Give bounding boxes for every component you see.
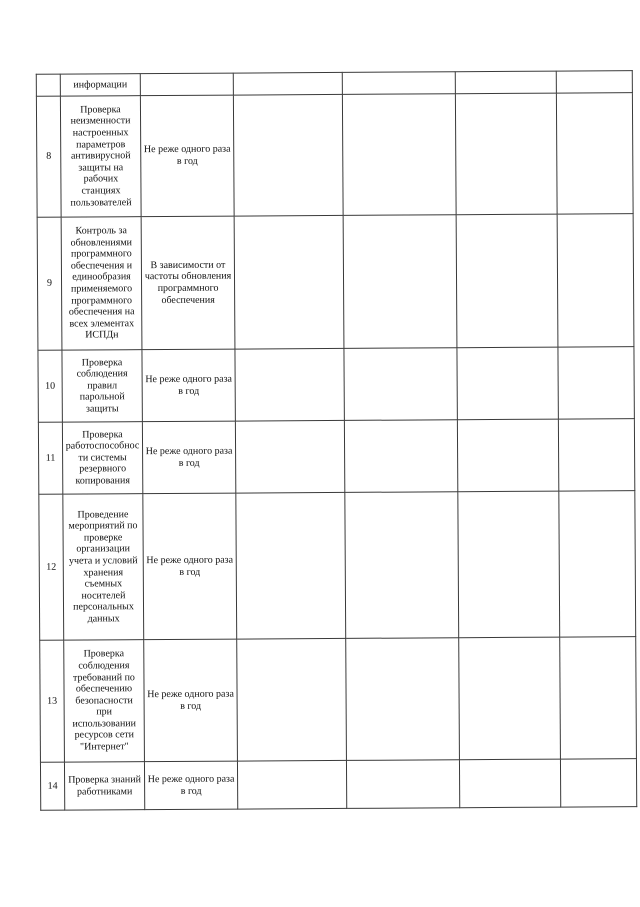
table-row xyxy=(36,93,633,218)
table-row xyxy=(37,214,634,351)
empty-cell xyxy=(235,420,344,493)
table-row xyxy=(39,491,636,641)
empty-cell xyxy=(234,215,344,349)
table-row xyxy=(38,347,634,423)
row-number: 12 xyxy=(39,494,64,640)
empty-cell xyxy=(233,72,342,95)
empty-cell xyxy=(342,72,455,95)
empty-cell xyxy=(558,347,634,419)
row-number: 10 xyxy=(38,350,62,422)
empty-cell xyxy=(458,491,560,638)
empty-cell xyxy=(459,759,560,808)
control-measures-table xyxy=(36,70,637,811)
row-number: 11 xyxy=(38,422,62,494)
empty-cell xyxy=(344,420,457,493)
measure-name: Проведение мероприятий по проверке организации учета и условий хранения съемных носителей персональных данных xyxy=(63,494,144,640)
measure-name: Проверка соблюдения правил парольной защиты xyxy=(62,350,142,422)
measure-frequency: Не реже одного раза в год xyxy=(144,639,238,762)
empty-cell xyxy=(455,93,557,215)
table-row xyxy=(40,637,637,763)
measure-name: Контроль за обновлениями программного обеспечения и единообразия применяемого программного обеспечения на всех элементах ИСПДн xyxy=(61,217,142,350)
measure-frequency xyxy=(140,73,233,96)
row-number: 13 xyxy=(40,640,65,762)
row-number: 8 xyxy=(36,96,61,217)
empty-cell xyxy=(560,759,636,807)
empty-cell xyxy=(346,760,459,809)
measure-frequency: Не реже одного раза в год xyxy=(142,421,235,494)
measure-name: Проверка знаний работниками xyxy=(64,762,144,810)
empty-cell xyxy=(342,94,456,216)
empty-cell xyxy=(457,419,558,492)
empty-cell xyxy=(558,419,634,491)
measure-frequency: Не реже одного раза в год xyxy=(140,95,234,217)
empty-cell xyxy=(456,214,558,348)
empty-cell xyxy=(560,637,637,759)
empty-cell xyxy=(455,71,556,94)
empty-cell xyxy=(236,492,346,639)
measure-frequency: Не реже одного раза в год xyxy=(144,761,237,810)
row-number: 14 xyxy=(40,762,64,810)
empty-cell xyxy=(237,760,346,809)
empty-cell xyxy=(556,71,632,93)
measure-name: информации xyxy=(60,74,140,96)
empty-cell xyxy=(556,93,633,214)
empty-cell xyxy=(457,347,558,420)
empty-cell xyxy=(235,348,344,421)
empty-cell xyxy=(346,638,460,761)
empty-cell xyxy=(345,492,459,639)
measure-name: Проверка соблюдения требований по обеспечению безопасности при использовании ресурсов сети "Интернет" xyxy=(64,640,145,762)
empty-cell xyxy=(233,94,343,216)
empty-cell xyxy=(559,491,636,637)
empty-cell xyxy=(343,215,457,349)
table-row xyxy=(38,419,634,495)
empty-cell xyxy=(237,638,347,761)
empty-cell xyxy=(344,348,457,421)
measure-name: Проверка работоспособности системы резервного копирования xyxy=(62,422,142,494)
measure-frequency: Не реже одного раза в год xyxy=(143,493,237,640)
table-row xyxy=(40,759,636,811)
measure-frequency: Не реже одного раза в год xyxy=(142,349,235,422)
measure-frequency: В зависимости от частоты обновления программного обеспечения xyxy=(141,216,235,350)
empty-cell xyxy=(459,637,561,760)
row-number: 9 xyxy=(37,217,62,350)
empty-cell xyxy=(557,214,634,347)
measure-name: Проверка неизменности настроенных параметров антивирусной защиты на рабочих станциях пользователей xyxy=(60,96,141,217)
row-number xyxy=(36,74,60,96)
